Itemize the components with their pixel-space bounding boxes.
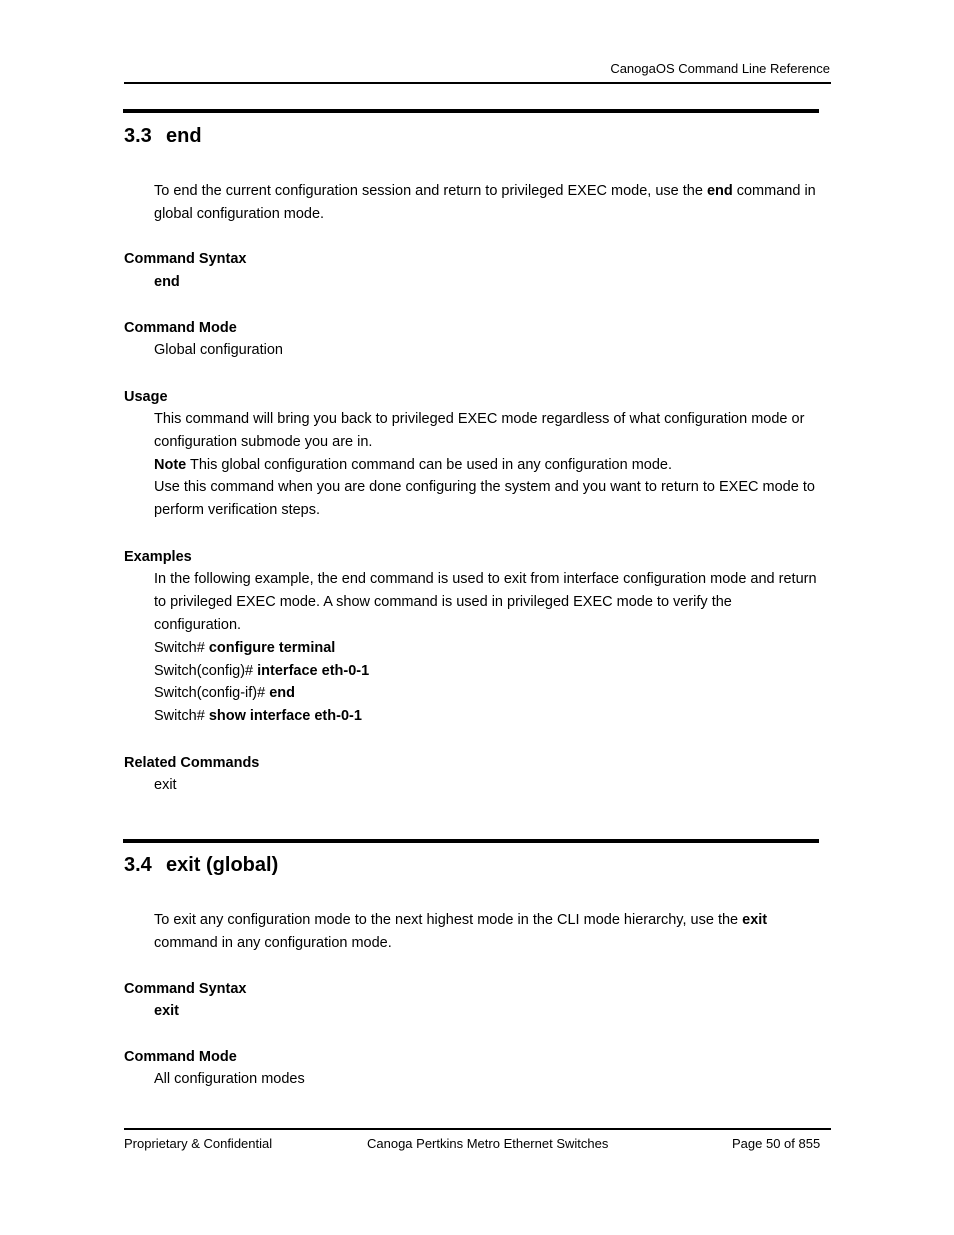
section-intro: To end the current configuration session and return to privileged EXEC mode, use the end command in global configuration mode. [154,183,816,222]
related-command: exit [154,777,177,793]
footer-page-number: Page 50 of 855 [732,1136,821,1151]
section-number: 3.4 [124,854,152,876]
command-mode: Global configuration [154,342,283,358]
command-syntax: exit [154,1003,179,1019]
usage-note: Note This global configuration command can be used in any configuration mode. [154,457,673,473]
section-title-text: end [166,125,202,147]
section-intro: To exit any configuration mode to the next highest mode in the CLI mode hierarchy, use the exit command in any configuration mode. [154,912,768,951]
section-title-text: exit (global) [166,854,279,876]
footer-left: Proprietary & Confidential [124,1136,273,1151]
command-syntax-heading: Command Syntax [124,981,247,997]
command-syntax-heading: Command Syntax [124,251,247,267]
section-rule [123,839,819,843]
example-line: Switch# configure terminal [154,640,336,656]
section-rule [123,109,819,113]
examples-heading: Examples [124,549,192,565]
section-number: 3.3 [124,125,152,147]
example-line: Switch(config)# interface eth-0-1 [154,663,370,679]
footer-center: Canoga Pertkins Metro Ethernet Switches [367,1136,609,1151]
usage-text-2: Use this command when you are done configuring the system and you want to return to EXEC mode to perform verification steps. [154,479,815,518]
examples-intro: In the following example, the end command is used to exit from interface configuration mode and return to privileged EXEC mode. A show command is used in privileged EXEC mode to verify the configuration. [154,571,817,633]
command-mode-heading: Command Mode [124,320,237,336]
example-line: Switch# show interface eth-0-1 [154,708,362,724]
usage-text: This command will bring you back to privileged EXEC mode regardless of what configuration mode or configuration submode you are in. [154,411,805,450]
command-syntax: end [154,274,180,290]
example-line: Switch(config-if)# end [154,685,296,701]
header-rule [124,82,831,84]
section-title [124,854,278,877]
command-mode-heading: Command Mode [124,1049,237,1065]
section-title [124,125,202,148]
footer-rule [124,1128,831,1130]
related-commands-heading: Related Commands [124,755,260,771]
usage-heading: Usage [124,389,168,405]
command-mode: All configuration modes [154,1071,305,1087]
running-header: CanogaOS Command Line Reference [610,61,830,76]
